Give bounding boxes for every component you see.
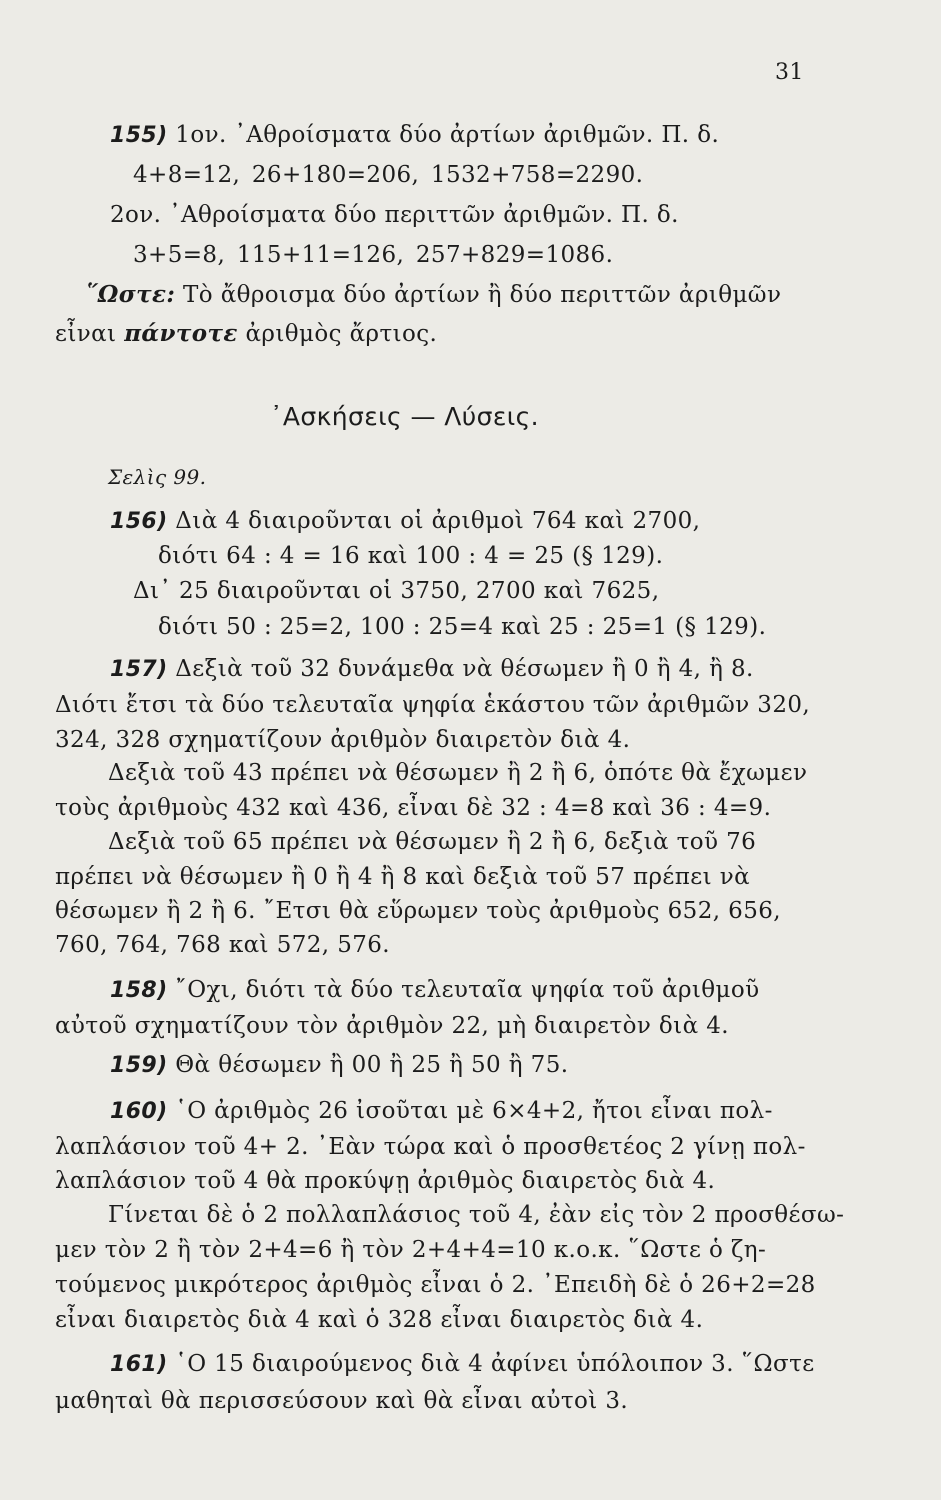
exercise-160-line-4: Γίνεται δὲ ὁ 2 πολλαπλάσιος τοῦ 4, ἐὰν εἰς τὸν 2 προσθέσω-: [108, 1202, 845, 1228]
exercise-160-line-7: εἶναι διαιρετὸς διὰ 4 καὶ ὁ 328 εἶναι διαιρετὸς διὰ 4.: [55, 1307, 704, 1333]
exercise-160-line-3: λαπλάσιον τοῦ 4 θὰ προκύψῃ ἀριθμὸς διαιρετὸς διὰ 4.: [55, 1168, 716, 1194]
conclusion-emphasis: πάντοτε: [124, 320, 238, 347]
exercise-156-number: 156): [110, 509, 168, 534]
exercise-157-line-2: Διότι ἔτσι τὰ δύο τελευταῖα ψηφία ἑκάστου τῶν ἀριθμῶν 320,: [55, 692, 811, 718]
exercise-155-line-3: 2ον. ᾽Αθροίσματα δύο περιττῶν ἀριθμῶν. Π. δ.: [110, 202, 679, 228]
exercise-161-line-1: [110, 1349, 815, 1380]
exercise-157-line-5: τοὺς ἀριθμοὺς 432 καὶ 436, εἶναι δὲ 32 : 4=8 καὶ 36 : 4=9.: [55, 795, 772, 821]
exercise-157-line-7: πρέπει νὰ θέσωμεν ἢ 0 ἢ 4 ἢ 8 καὶ δεξιὰ τοῦ 57 πρέπει νὰ: [55, 864, 751, 890]
exercise-160-number: 160): [110, 1099, 168, 1124]
exercise-155-line-5: [86, 280, 781, 310]
exercise-156-line-1: [110, 506, 700, 537]
exercise-157-number: 157): [110, 657, 168, 682]
exercise-158-line-2: αὐτοῦ σχηματίζουν τὸν ἀριθμὸν 22, μὴ διαιρετὸν διὰ 4.: [55, 1013, 729, 1039]
exercise-155-text: 1ον. ᾽Αθροίσματα δύο ἀρτίων ἀριθμῶν. Π. δ.: [175, 122, 720, 148]
exercise-159-line-1: [110, 1050, 568, 1081]
page-reference: Σελὶς 99.: [108, 465, 207, 489]
exercise-158-number: 158): [110, 978, 168, 1003]
exercise-159-text: Θὰ θέσωμεν ἢ 00 ἢ 25 ἢ 50 ἢ 75.: [175, 1052, 569, 1078]
exercise-160-line-2: λαπλάσιον τοῦ 4+ 2. ᾽Εὰν τώρα καὶ ὁ προσθετέος 2 γίνῃ πολ-: [55, 1134, 806, 1160]
exercise-158-text: ῎Οχι, διότι τὰ δύο τελευταῖα ψηφία τοῦ ἀριθμοῦ: [175, 977, 760, 1003]
section-title: ᾽Ασκήσεις — Λύσεις.: [270, 402, 540, 431]
exercise-158-line-1: [110, 975, 760, 1006]
exercise-156-line-2: διότι 64 : 4 = 16 καὶ 100 : 4 = 25 (§ 129).: [158, 543, 664, 569]
exercise-157-line-8: θέσωμεν ἢ 2 ἢ 6. ῎Ετσι θὰ εὕρωμεν τοὺς ἀριθμοὺς 652, 656,: [55, 898, 781, 924]
conclusion-label: ῞Ωστε:: [86, 281, 176, 308]
exercise-161-text: ῾Ο 15 διαιρούμενος διὰ 4 ἀφίνει ὑπόλοιπον 3. ῞Ωστε: [175, 1351, 815, 1377]
exercise-160-line-6: τούμενος μικρότερος ἀριθμὸς εἶναι ὁ 2. ᾽Επειδὴ δὲ ὁ 26+2=28: [55, 1272, 816, 1298]
exercise-160-text: ῾Ο ἀριθμὸς 26 ἰσοῦται μὲ 6×4+2, ἤτοι εἶναι πολ-: [175, 1098, 773, 1124]
exercise-157-line-3: 324, 328 σχηματίζουν ἀριθμὸν διαιρετὸν διὰ 4.: [55, 727, 631, 753]
exercise-156-text: Διὰ 4 διαιροῦνται οἱ ἀριθμοὶ 764 καὶ 2700,: [175, 508, 701, 534]
exercise-157-line-4: Δεξιὰ τοῦ 43 πρέπει νὰ θέσωμεν ἢ 2 ἢ 6, ὁπότε θὰ ἔχωμεν: [108, 760, 808, 786]
exercise-155-line-1: [110, 120, 719, 151]
conclusion-text-c: ἀριθμὸς ἄρτιος.: [245, 321, 438, 347]
exercise-156-line-3: Δι᾽ 25 διαιροῦνται οἱ 3750, 2700 καὶ 7625,: [133, 578, 660, 604]
exercise-157-line-1: [110, 654, 754, 685]
page-number: 31: [775, 60, 804, 85]
exercise-157-line-9: 760, 764, 768 καὶ 572, 576.: [55, 932, 391, 958]
exercise-159-number: 159): [110, 1053, 168, 1078]
exercise-157-text: Δεξιὰ τοῦ 32 δυνάμεθα νὰ θέσωμεν ἢ 0 ἢ 4, ἢ 8.: [175, 656, 754, 682]
exercise-161-number: 161): [110, 1352, 168, 1377]
exercise-155-line-4: 3+5=8, 115+11=126, 257+829=1086.: [133, 242, 614, 268]
conclusion-text-a: εἶναι: [55, 321, 117, 347]
conclusion-text: Τὸ ἄθροισμα δύο ἀρτίων ἢ δύο περιττῶν ἀριθμῶν: [183, 282, 782, 308]
exercise-160-line-1: [110, 1096, 773, 1127]
exercise-156-line-4: διότι 50 : 25=2, 100 : 25=4 καὶ 25 : 25=1 (§ 129).: [158, 614, 767, 640]
exercise-155-line-2: 4+8=12, 26+180=206, 1532+758=2290.: [133, 162, 644, 188]
exercise-157-line-6: Δεξιὰ τοῦ 65 πρέπει νὰ θέσωμεν ἢ 2 ἢ 6, δεξιὰ τοῦ 76: [108, 829, 757, 855]
exercise-155-number: 155): [110, 123, 168, 148]
exercise-160-line-5: μεν τὸν 2 ἢ τὸν 2+4=6 ἢ τὸν 2+4+4=10 κ.ο.κ. ῞Ωστε ὁ ζη-: [55, 1237, 767, 1263]
exercise-155-line-6: [55, 319, 437, 349]
exercise-161-line-2: μαθηταὶ θὰ περισσεύσουν καὶ θὰ εἶναι αὐτοὶ 3.: [55, 1388, 629, 1414]
